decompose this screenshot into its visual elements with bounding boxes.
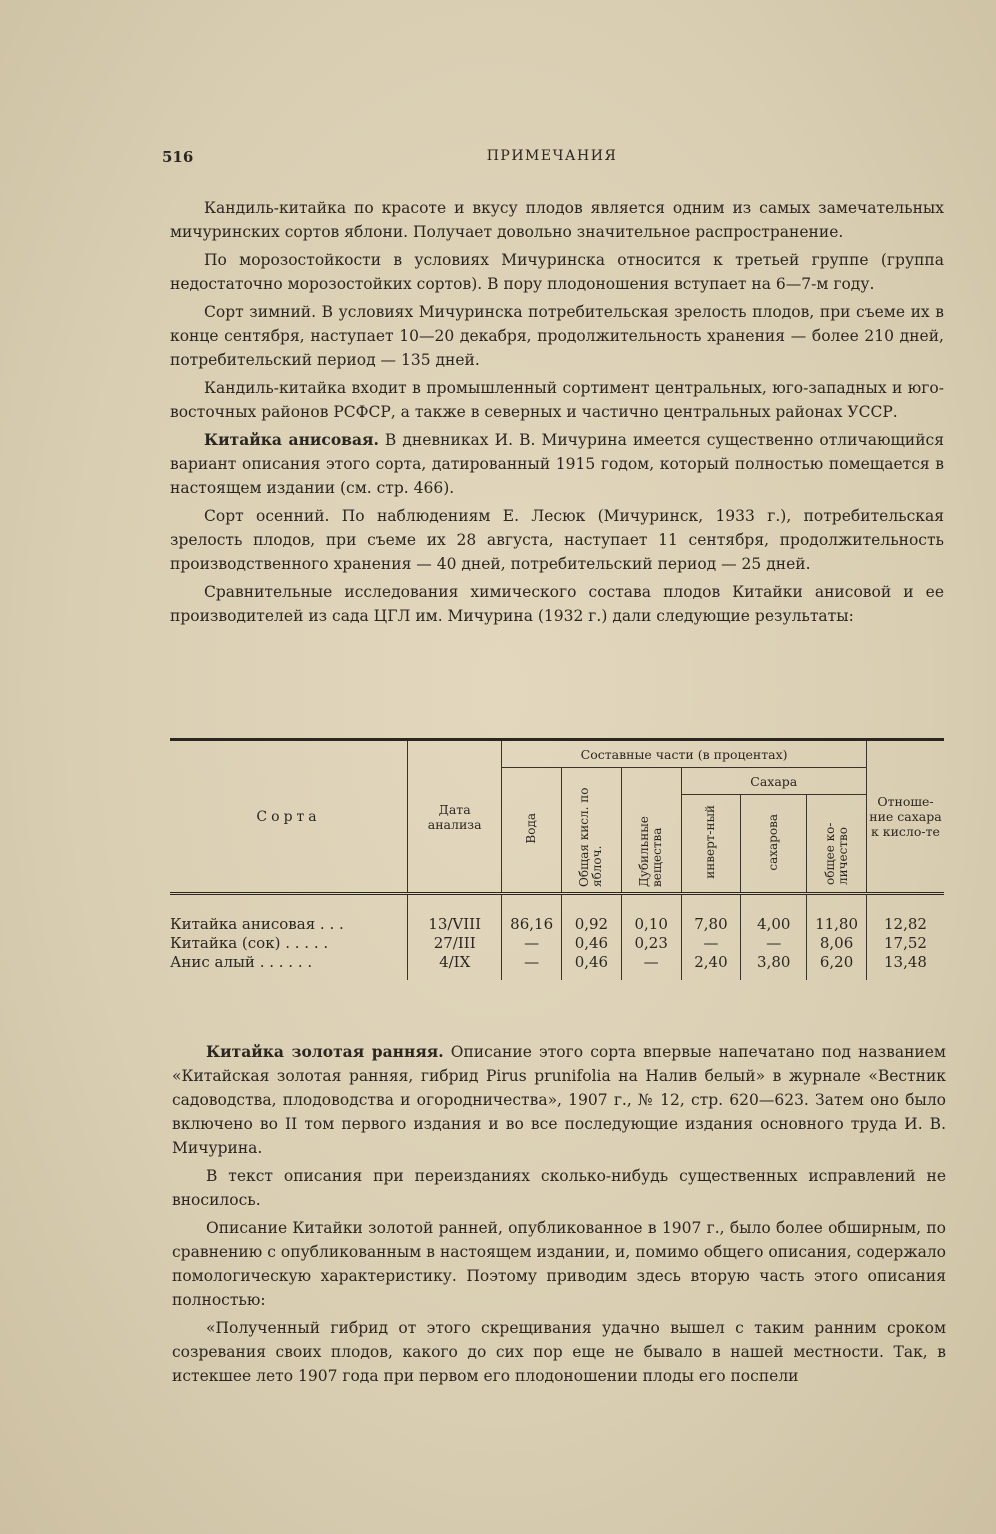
- col-header-date: Дата анализа: [408, 740, 502, 894]
- paragraph: Кандиль-китайка по красоте и вкусу плодов является одним из самых замечательных мичуринских сортов яблони. Получает довольно значительное распространение.: [170, 199, 944, 241]
- cell-sucrose: —: [741, 934, 807, 953]
- chemical-composition-table: [170, 738, 944, 980]
- paragraph-anisovaya: [170, 428, 944, 500]
- text-block-top: [170, 196, 944, 632]
- cell-tannin: 0,10: [621, 915, 681, 934]
- cell-date: 4/IX: [408, 953, 502, 980]
- cell-acid: 0,46: [562, 953, 622, 980]
- paragraph: Сравнительные исследования химического состава плодов Китайки анисовой и ее производителей из сада ЦГЛ им. Мичурина (1932 г.) дали следующие результаты:: [170, 583, 944, 625]
- variety-heading: Китайка золотая ранняя.: [206, 1042, 444, 1061]
- col-header-sorta: Сорта: [170, 740, 408, 894]
- paragraph: Сорт зимний. В условиях Мичуринска потребительская зрелость плодов, при съеме их в конце сентября, наступает 10—20 декабря, продолжительность хранения — более 210 дней, потребительский период — 135 дней.: [170, 303, 944, 369]
- cell-ratio: 17,52: [866, 934, 944, 953]
- paragraph-zolotaya: [172, 1040, 946, 1160]
- running-title: ПРИМЕЧАНИЯ: [486, 148, 618, 164]
- cell-water: —: [502, 953, 562, 980]
- cell-date: 27/III: [408, 934, 502, 953]
- text-block-bottom: [172, 1040, 946, 1392]
- paragraph: В текст описания при переизданиях сколько-нибудь существенных исправлений не вносилось.: [172, 1167, 946, 1209]
- col-header-invert: инверт-ный: [681, 795, 741, 894]
- running-header: [162, 148, 942, 172]
- cell-variety: Китайка (сок) . . . . .: [170, 934, 329, 952]
- cell-acid: 0,92: [562, 915, 622, 934]
- cell-acid: 0,46: [562, 934, 622, 953]
- paragraph-text: Описание этого сорта впервые напечатано под названием «Китайская золотая ранняя, гибрид Pirus prunifolia на Налив белый» в журнале «Вестник садоводства, плодоводства и огородничества», 1907 г., № 12, стр. 620—623. Затем оно было включено во II том первого издания и во все последующие издания основного труда И. В. Мичурина.: [172, 1043, 946, 1157]
- paragraph-text: В дневниках И. В. Мичурина имеется существенно отличающийся вариант описания этого сорта, датированный 1915 годом, который полностью помещается в настоящем издании (см. стр. 466).: [170, 431, 944, 497]
- group-header-sugar: Сахара: [681, 768, 866, 795]
- table-row: [170, 915, 944, 934]
- table-row: [170, 934, 944, 953]
- cell-date: 13/VIII: [408, 915, 502, 934]
- cell-total: 6,20: [807, 953, 867, 980]
- paragraph: Описание Китайки золотой ранней, опубликованное в 1907 г., было более обширным, по сравнению с опубликованным в настоящем издании, и, помимо общего описания, содержало помологическую характеристику. Поэтому приводим здесь вторую часть этого описания полностью:: [172, 1219, 946, 1309]
- group-header-parts: Составные части (в процентах): [502, 740, 867, 768]
- cell-invert: 7,80: [681, 915, 741, 934]
- cell-ratio: 13,48: [866, 953, 944, 980]
- col-header-sucrose: сахарова: [741, 795, 807, 894]
- cell-variety: Китайка анисовая . . .: [170, 915, 344, 933]
- col-header-total: общее ко-личество: [807, 795, 867, 894]
- cell-total: 8,06: [807, 934, 867, 953]
- cell-ratio: 12,82: [866, 915, 944, 934]
- cell-water: —: [502, 934, 562, 953]
- cell-variety: Анис алый . . . . . .: [170, 953, 313, 971]
- cell-sucrose: 4,00: [741, 915, 807, 934]
- cell-invert: —: [681, 934, 741, 953]
- cell-tannin: 0,23: [621, 934, 681, 953]
- paragraph: Кандиль-китайка входит в промышленный сортимент центральных, юго-западных и юго-восточных районов РСФСР, а также в северных и частично центральных районах УССР.: [170, 379, 944, 421]
- col-header-tannin: Дубильные вещества: [621, 768, 681, 894]
- cell-tannin: —: [621, 953, 681, 980]
- cell-total: 11,80: [807, 915, 867, 934]
- table-row: [170, 953, 944, 980]
- cell-sucrose: 3,80: [741, 953, 807, 980]
- col-header-acid: Общая кисл. по яблоч.: [562, 768, 622, 894]
- paragraph: Сорт осенний. По наблюдениям Е. Лесюк (Мичуринск, 1933 г.), потребительская зрелость плодов, при съеме их 28 августа, наступает 11 сентября, продолжительность производственного хранения — 40 дней, потребительский период — 25 дней.: [170, 507, 944, 573]
- col-header-water: Вода: [502, 768, 562, 894]
- page-number: 516: [162, 148, 194, 166]
- paragraph: По морозостойкости в условиях Мичуринска относится к третьей группе (группа недостаточно морозостойких сортов). В пору плодоношения вступает на 6—7-м году.: [170, 251, 944, 293]
- paragraph: «Полученный гибрид от этого скрещивания удачно вышел с таким ранним сроком созревания своих плодов, какого до сих пор еще не бывало в нашей местности. Так, в истекшее лето 1907 года при первом его плодоношении плоды его поспели: [172, 1319, 946, 1385]
- cell-invert: 2,40: [681, 953, 741, 980]
- variety-heading: Китайка анисовая.: [204, 430, 379, 449]
- cell-water: 86,16: [502, 915, 562, 934]
- col-header-ratio: Отноше-ние сахара к кисло-те: [866, 740, 944, 894]
